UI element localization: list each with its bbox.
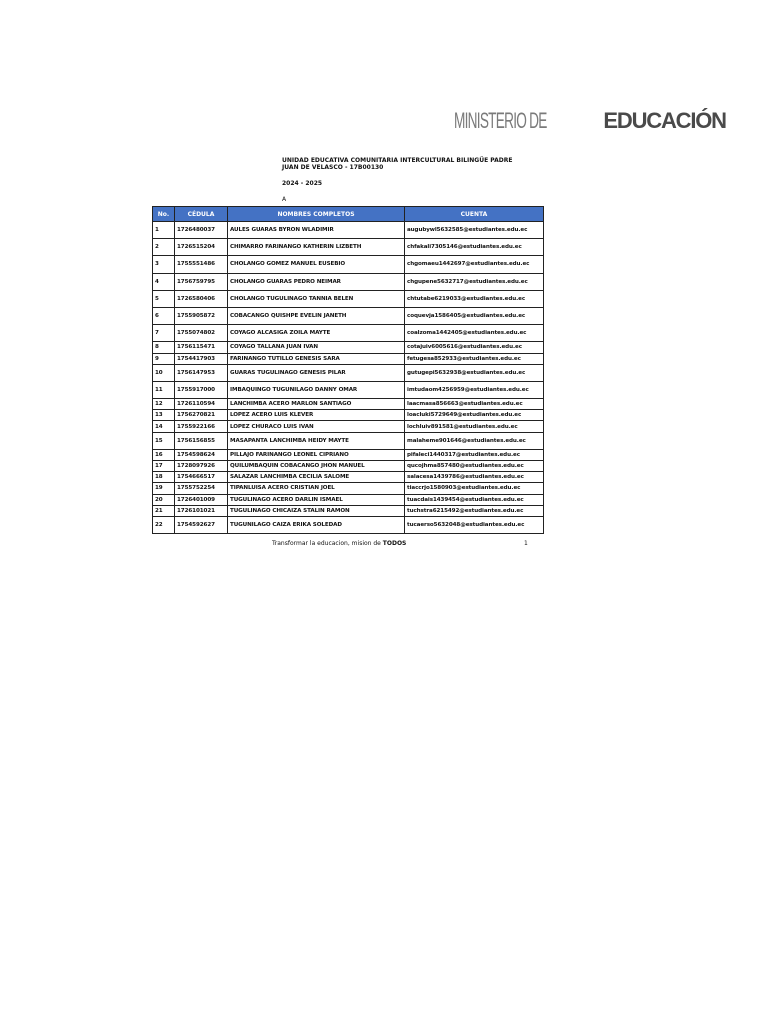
table-row: [153, 325, 544, 342]
logo-text-ministerio: MINISTERIO DE: [454, 108, 547, 133]
cell-no: 17: [153, 461, 175, 472]
cell-cuenta: coalzoma1442405@estudiantes.edu.ec: [405, 325, 544, 342]
cell-cedula: 1755551486: [175, 256, 228, 273]
cell-no: 6: [153, 307, 175, 324]
table-row: [153, 505, 544, 516]
cell-cedula: 1755905872: [175, 307, 228, 324]
cell-no: 18: [153, 472, 175, 483]
cell-cuenta: malaheme901646@estudiantes.edu.ec: [405, 432, 544, 449]
cell-no: 20: [153, 494, 175, 505]
cell-no: 4: [153, 273, 175, 290]
cell-no: 14: [153, 421, 175, 432]
cell-cedula: 1756156855: [175, 432, 228, 449]
table-row: [153, 461, 544, 472]
table-row: [153, 290, 544, 307]
header-cedula: CÉDULA: [175, 207, 228, 222]
cell-cuenta: augubywl5632585@estudiantes.edu.ec: [405, 222, 544, 239]
table-row: [153, 273, 544, 290]
table-row: [153, 239, 544, 256]
cell-cedula: 1754666517: [175, 472, 228, 483]
cell-cedula: 1755074802: [175, 325, 228, 342]
cell-nombre: TIPANLUISA ACERO CRISTIAN JOEL: [228, 483, 405, 494]
cell-cedula: 1755922166: [175, 421, 228, 432]
section-label: A: [282, 196, 287, 204]
cell-nombre: MASAPANTA LANCHIMBA HEIDY MAYTE: [228, 432, 405, 449]
cell-no: 10: [153, 364, 175, 381]
cell-cuenta: tiaccrjo1580903@estudiantes.edu.ec: [405, 483, 544, 494]
footer-slogan: [272, 540, 406, 547]
cell-cuenta: gutugepi5632938@estudiantes.edu.ec: [405, 364, 544, 381]
cell-nombre: CHIMARRO FARINANGO KATHERIN LIZBETH: [228, 239, 405, 256]
cell-no: 21: [153, 505, 175, 516]
table-row: [153, 449, 544, 460]
table-body: [153, 222, 544, 534]
cell-nombre: TUGUNILAGO CAIZA ERIKA SOLEDAD: [228, 516, 405, 533]
cell-nombre: FARINANGO TUTILLO GENESIS SARA: [228, 353, 405, 364]
table-row: [153, 483, 544, 494]
cell-no: 13: [153, 410, 175, 421]
cell-no: 16: [153, 449, 175, 460]
school-year: 2024 - 2025: [282, 179, 323, 187]
cell-cedula: 1756147953: [175, 364, 228, 381]
table-row: [153, 410, 544, 421]
cell-no: 12: [153, 399, 175, 410]
table-row: [153, 353, 544, 364]
cell-no: 11: [153, 381, 175, 398]
cell-no: 2: [153, 239, 175, 256]
cell-nombre: IMBAQUINGO TUGUNILAGO DANNY OMAR: [228, 381, 405, 398]
cell-no: 22: [153, 516, 175, 533]
cell-no: 9: [153, 353, 175, 364]
table-row: [153, 222, 544, 239]
table-row: [153, 516, 544, 533]
header-no: No.: [153, 207, 175, 222]
cell-cedula: 1756270821: [175, 410, 228, 421]
cell-cuenta: chtutabe6219033@estudiantes.edu.ec: [405, 290, 544, 307]
student-table: [152, 206, 544, 534]
cell-cedula: 1726101021: [175, 505, 228, 516]
cell-cuenta: chgomaeu1442697@estudiantes.edu.ec: [405, 256, 544, 273]
table-row: [153, 364, 544, 381]
cell-nombre: LOPEZ ACERO LUIS KLEVER: [228, 410, 405, 421]
cell-nombre: LANCHIMBA ACERO MARLON SANTIAGO: [228, 399, 405, 410]
logo-text-educacion: EDUCACIÓN: [603, 108, 726, 133]
cell-nombre: GUARAS TUGULINAGO GENESIS PILAR: [228, 364, 405, 381]
cell-nombre: CHOLANGO GUARAS PEDRO NEIMAR: [228, 273, 405, 290]
cell-cuenta: salacesa1439786@estudiantes.edu.ec: [405, 472, 544, 483]
cell-no: 15: [153, 432, 175, 449]
cell-nombre: COYAGO TALLANA JUAN IVAN: [228, 342, 405, 353]
school-name-line2: JUAN DE VELASCO - 17B00130: [282, 164, 384, 172]
cell-nombre: QUILUMBAQUIN COBACANGO JHON MANUEL: [228, 461, 405, 472]
table-row: [153, 307, 544, 324]
cell-cedula: 1754592627: [175, 516, 228, 533]
cell-no: 5: [153, 290, 175, 307]
table-row: [153, 342, 544, 353]
cell-cuenta: coquevja1586405@estudiantes.edu.ec: [405, 307, 544, 324]
cell-nombre: COYAGO ALCASIGA ZOILA MAYTE: [228, 325, 405, 342]
header-nombres: NOMBRES COMPLETOS: [228, 207, 405, 222]
document-header: [282, 157, 512, 204]
cell-cuenta: lochluiv891581@estudiantes.edu.ec: [405, 421, 544, 432]
cell-cuenta: tuchstra6215492@estudiantes.edu.ec: [405, 505, 544, 516]
cell-cedula: 1756115471: [175, 342, 228, 353]
cell-cuenta: loacluki5729649@estudiantes.edu.ec: [405, 410, 544, 421]
cell-nombre: TUGULINAGO ACERO DARLIN ISMAEL: [228, 494, 405, 505]
cell-cuenta: pifaleci1440317@estudiantes.edu.ec: [405, 449, 544, 460]
table-row: [153, 256, 544, 273]
table-row: [153, 421, 544, 432]
cell-no: 3: [153, 256, 175, 273]
cell-nombre: SALAZAR LANCHIMBA CECILIA SALOME: [228, 472, 405, 483]
cell-nombre: PILLAJO FARINANGO LEONEL CIPRIANO: [228, 449, 405, 460]
cell-cedula: 1726515204: [175, 239, 228, 256]
cell-nombre: LOPEZ CHURACO LUIS IVAN: [228, 421, 405, 432]
cell-nombre: AULES GUARAS BYRON WLADIMIR: [228, 222, 405, 239]
table-row: [153, 494, 544, 505]
footer-bold: TODOS: [382, 540, 407, 547]
cell-cuenta: qucojhma857480@estudiantes.edu.ec: [405, 461, 544, 472]
cell-cedula: 1755917000: [175, 381, 228, 398]
cell-no: 8: [153, 342, 175, 353]
table-row: [153, 381, 544, 398]
table-row: [153, 399, 544, 410]
cell-no: 1: [153, 222, 175, 239]
cell-cuenta: chfakali7305146@estudiantes.edu.ec: [405, 239, 544, 256]
page-number: 1: [524, 540, 528, 547]
footer-text: Transformar la educacion, mision de: [272, 540, 383, 547]
cell-cedula: 1726480037: [175, 222, 228, 239]
cell-nombre: CHOLANGO GOMEZ MANUEL EUSEBIO: [228, 256, 405, 273]
table-header-row: [153, 207, 544, 222]
cell-cuenta: chgupene5632717@estudiantes.edu.ec: [405, 273, 544, 290]
school-name-line1: UNIDAD EDUCATIVA COMUNITARIA INTERCULTURAL BILINGÜE PADRE: [282, 157, 513, 164]
cell-cedula: 1754417903: [175, 353, 228, 364]
header-cuenta: CUENTA: [405, 207, 544, 222]
cell-cedula: 1726580406: [175, 290, 228, 307]
cell-cuenta: fetugesa852933@estudiantes.edu.ec: [405, 353, 544, 364]
ministerio-educacion-logo: [454, 108, 726, 144]
cell-cuenta: cotajuiv6005616@estudiantes.edu.ec: [405, 342, 544, 353]
cell-cedula: 1726110594: [175, 399, 228, 410]
cell-cuenta: laacmasa856663@estudiantes.edu.ec: [405, 399, 544, 410]
cell-nombre: TUGULINAGO CHICAIZA STALIN RAMON: [228, 505, 405, 516]
cell-no: 7: [153, 325, 175, 342]
table-row: [153, 472, 544, 483]
table-row: [153, 432, 544, 449]
cell-cedula: 1756759795: [175, 273, 228, 290]
cell-cedula: 1755752254: [175, 483, 228, 494]
cell-cedula: 1728097926: [175, 461, 228, 472]
cell-nombre: COBACANGO QUISHPE EVELIN JANETH: [228, 307, 405, 324]
cell-cuenta: tucaerso5632048@estudiantes.edu.ec: [405, 516, 544, 533]
cell-nombre: CHOLANGO TUGULINAGO TANNIA BELEN: [228, 290, 405, 307]
cell-cedula: 1726401009: [175, 494, 228, 505]
cell-cuenta: imtudaom4256959@estudiantes.edu.ec: [405, 381, 544, 398]
cell-cuenta: tuacdais1439454@estudiantes.edu.ec: [405, 494, 544, 505]
cell-no: 19: [153, 483, 175, 494]
cell-cedula: 1754598624: [175, 449, 228, 460]
